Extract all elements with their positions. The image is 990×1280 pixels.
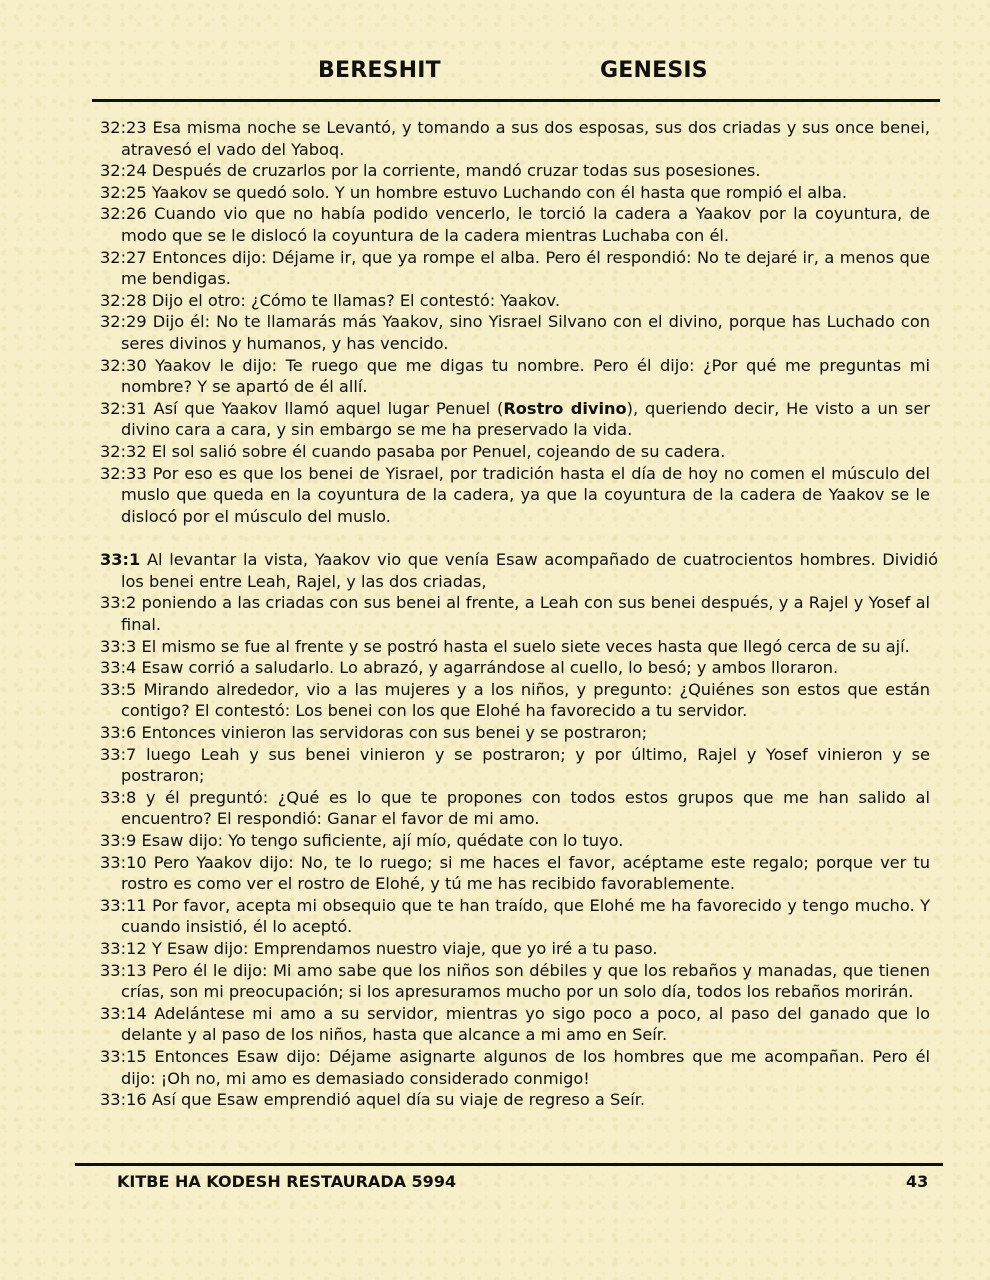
verse-reference: 33:12	[100, 938, 147, 958]
verse	[100, 679, 930, 722]
verse	[100, 290, 930, 312]
verse-text: Pero Yaakov dijo: No, te lo ruego; si me haces el favor, acéptame este regalo; porque ver tu rostro es como ver el rostro de Elohé, y tú me has recibido favorablemente.	[121, 852, 930, 894]
verse-text: Por eso es que los benei de Yisrael, por tradición hasta el día de hoy no comen el músculo del muslo que queda en la coyuntura de la cadera, ya que la coyuntura de la cadera de Yaakov se le dislocó por el músculo del muslo.	[121, 463, 931, 526]
verse-reference: 32:29	[100, 312, 147, 332]
verse	[100, 830, 930, 852]
verse-reference: 32:25	[100, 182, 147, 202]
verse	[100, 1046, 930, 1089]
verse-reference: 32:33	[100, 463, 147, 483]
verse-reference: 33:14	[100, 1003, 147, 1023]
page-footer	[0, 1172, 990, 1196]
header-book-hebrew: BERESHIT	[318, 58, 441, 83]
verse-text: Mirando alrededor, vio a las mujeres y a los niños, y pregunto: ¿Quiénes son estos que están contigo? El contestó: Los benei con los que Elohé ha favorecido a tu servidor.	[121, 679, 930, 721]
verse-text: Entonces Esaw dijo: Déjame asignarte algunos de los hombres que me acompañan. Pero él dijo: ¡Oh no, mi amo es demasiado considerado conmigo!	[121, 1046, 930, 1088]
verse-text: y él preguntó: ¿Qué es lo que te propones con todos estos grupos que me han salido al encuentro? El respondió: Ganar el favor de mi amo.	[121, 787, 930, 829]
verse-text: Por favor, acepta mi obsequio que te han traído, que Elohé me ha favorecido y tengo mucho. Y cuando insistió, él lo aceptó.	[121, 895, 930, 937]
verse-reference: 33:16	[100, 1090, 147, 1110]
verse-text: Esaw dijo: Yo tengo suficiente, ají mío, quédate con lo tuyo.	[141, 831, 624, 850]
verse	[100, 117, 930, 160]
chapter-33-section	[100, 549, 938, 1110]
verse	[100, 895, 930, 938]
verse-reference: 33:4	[100, 658, 137, 678]
verse-reference: 32:30	[100, 355, 147, 375]
verse	[100, 938, 930, 960]
verse	[100, 549, 938, 592]
verse	[100, 1089, 930, 1111]
verse-text: Al levantar la vista, Yaakov vio que venía Esaw acompañado de cuatrocientos hombres. Dividió los benei entre Leah, Rajel, y las dos criadas,	[121, 550, 938, 591]
verse-text: Pero él le dijo: Mi amo sabe que los niños son débiles y que los rebaños y manadas, que tienen crías, son mi preocupación; si los apresuramos mucho por un solo día, todos los rebaños morirán.	[121, 960, 930, 1002]
verse	[100, 441, 930, 463]
verse-reference: 32:24	[100, 161, 147, 181]
verse-text: Yaakov le dijo: Te ruego que me digas tu nombre. Pero él dijo: ¿Por qué me preguntas mi nombre? Y se apartó de él allí.	[121, 355, 930, 397]
verse-reference: 32:28	[100, 290, 147, 310]
scripture-body	[100, 117, 938, 1111]
page-number: 43	[906, 1172, 929, 1191]
verse-reference: 32:32	[100, 441, 147, 461]
verse-reference: 33:2	[100, 593, 137, 613]
verse-reference: 32:26	[100, 204, 147, 224]
verse-reference: 33:10	[100, 852, 147, 872]
verse	[100, 592, 930, 635]
verse	[100, 355, 930, 398]
verse	[100, 311, 930, 354]
verse-reference: 33:9	[100, 831, 137, 850]
verse	[100, 1003, 930, 1046]
verse-reference: 33:8	[100, 787, 137, 807]
verse-reference: 33:5	[100, 679, 137, 699]
verse-text: Y Esaw dijo: Emprendamos nuestro viaje, que yo iré a tu paso.	[151, 938, 658, 958]
verse-text: Entonces vinieron las servidoras con sus benei y se postraron;	[141, 723, 648, 743]
verse-text: poniendo a las criadas con sus benei al frente, a Leah con sus benei después, y a Rajel y Yosef al final.	[121, 593, 930, 635]
verse-reference: 33:11	[100, 895, 147, 915]
verse-reference: 33:3	[100, 636, 137, 656]
verse-reference: 33:7	[100, 744, 137, 764]
verse-text: Adelántese mi amo a su servidor, mientras yo sigo poco a poco, al paso del ganado que lo delante y al paso de los niños, hasta que alcance a mi amo en Seír.	[121, 1003, 930, 1045]
header-rule	[92, 99, 940, 102]
verse	[100, 960, 930, 1003]
footer-title: KITBE HA KODESH RESTAURADA 5994	[117, 1172, 457, 1191]
verse	[100, 636, 930, 658]
verse-text: El mismo se fue al frente y se postró hasta el suelo siete veces hasta que llegó cerca de su ají.	[141, 636, 910, 656]
verse-text: Dijo el otro: ¿Cómo te llamas? El contestó: Yaakov.	[151, 290, 561, 310]
verse-text: Así que Esaw emprendió aquel día su viaje de regreso a Seír.	[151, 1090, 646, 1110]
footer-rule	[75, 1163, 943, 1166]
verse	[100, 398, 930, 441]
verse-text: Yaakov se quedó solo. Y un hombre estuvo Luchando con él hasta que rompió el alba.	[151, 182, 848, 202]
verse	[100, 657, 930, 679]
verse-reference: 33:15	[100, 1046, 147, 1066]
verse-text: Esa misma noche se Levantó, y tomando a sus dos esposas, sus dos criadas y sus once benei, atravesó el vado del Yaboq.	[121, 118, 930, 159]
verse-reference: 32:23	[100, 118, 147, 137]
verse-text: luego Leah y sus benei vinieron y se postraron; y por último, Rajel y Yosef vinieron y se postraron;	[121, 744, 930, 786]
verse	[100, 852, 930, 895]
verse	[100, 247, 930, 290]
verse-reference: 33:13	[100, 960, 147, 980]
page-header	[0, 58, 990, 92]
verse-reference: 32:31	[100, 398, 147, 418]
header-book-spanish: GENESIS	[600, 58, 708, 83]
verse	[100, 463, 930, 528]
verse	[100, 160, 930, 182]
verse	[100, 787, 930, 830]
verse-text: El sol salió sobre él cuando pasaba por Penuel, cojeando de su cadera.	[151, 441, 726, 461]
verse-reference: 33:1	[100, 550, 141, 570]
verse-text-continued: ), queriendo decir, He visto a un ser divino cara a cara, y sin embargo se me ha preservado la vida.	[121, 398, 930, 440]
verse-text: Esaw corrió a saludarlo. Lo abrazó, y agarrándose al cuello, lo besó; y ambos lloraron.	[141, 658, 839, 678]
verse-text: Después de cruzarlos por la corriente, mandó cruzar todas sus posesiones.	[151, 161, 761, 181]
chapter-32-section	[100, 117, 930, 527]
verse-text: Así que Yaakov llamó aquel lugar Penuel (	[153, 398, 504, 418]
verse-text: Entonces dijo: Déjame ir, que ya rompe el alba. Pero él respondió: No te dejaré ir, a menos que me bendigas.	[121, 247, 930, 289]
verse-text: Cuando vio que no había podido vencerlo, le torció la cadera a Yaakov por la coyuntura, de modo que se le dislocó la coyuntura de la cadera mientras Luchaba con él.	[121, 204, 930, 245]
verse-text: Dijo él: No te llamarás más Yaakov, sino Yisrael Silvano con el divino, porque has Luchado con seres divinos y humanos, y has vencido.	[121, 312, 930, 353]
verse-reference: 33:6	[100, 723, 137, 743]
verse	[100, 744, 930, 787]
section-gap	[100, 527, 930, 549]
verse-emphasis: Rostro divino	[503, 398, 627, 418]
verse	[100, 203, 930, 246]
verse	[100, 722, 930, 744]
verse	[100, 182, 930, 204]
verse-reference: 32:27	[100, 247, 147, 267]
